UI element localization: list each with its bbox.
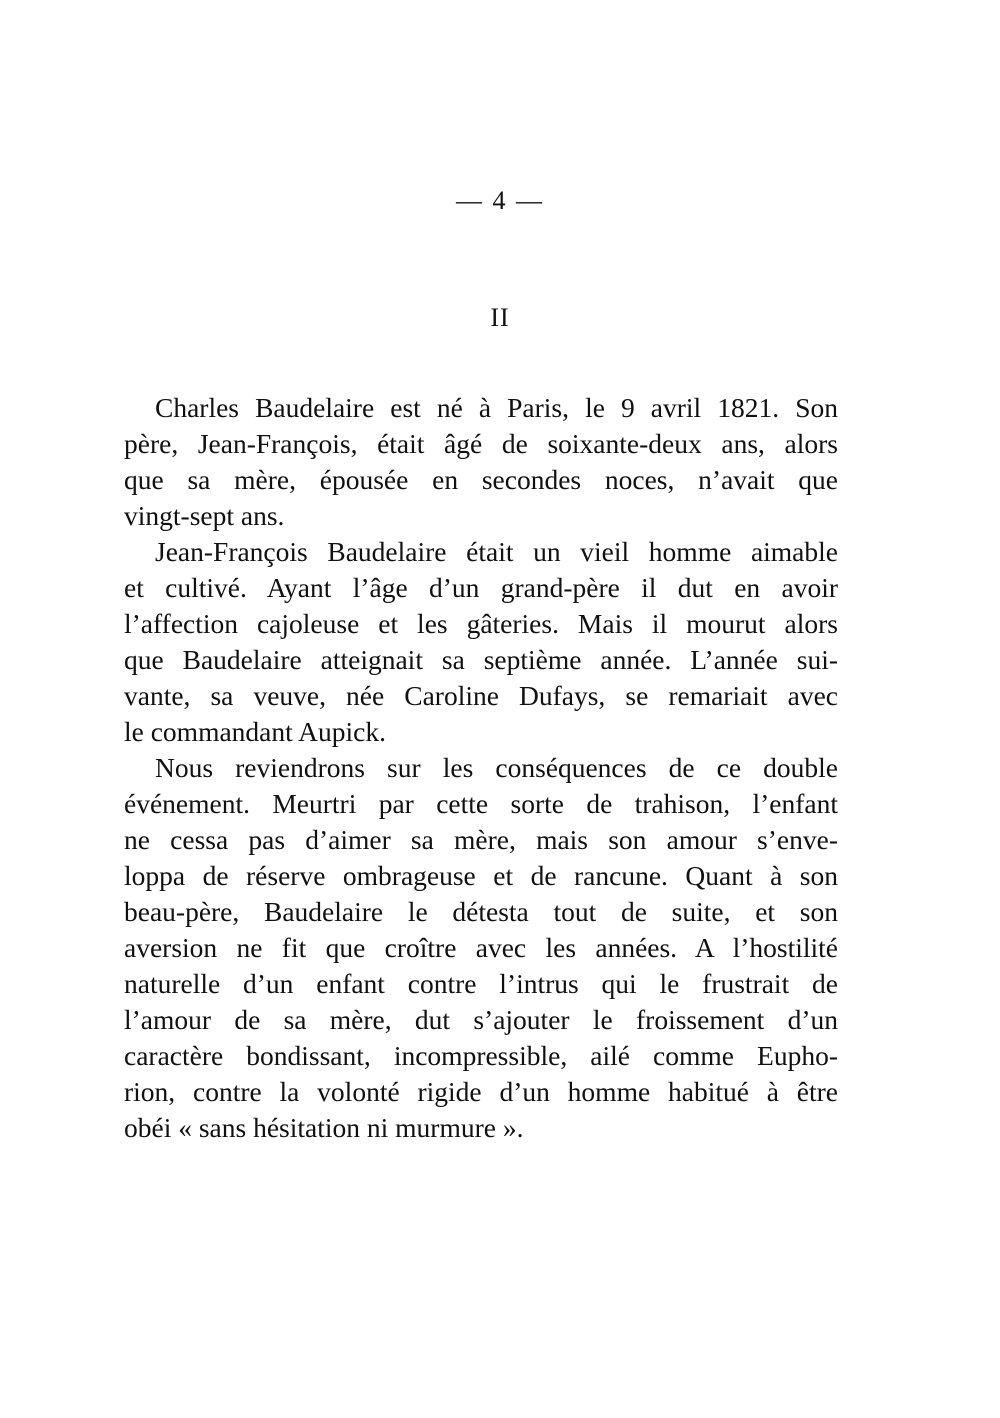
text-line: obéi « sans hésitation ni murmure ». bbox=[124, 1112, 524, 1143]
text-line: aversion ne fit que croître avec les années. A l’hostilité bbox=[124, 932, 838, 963]
body-text bbox=[124, 390, 838, 1146]
text-line: naturelle d’un enfant contre l’intrus qui le frustrait de bbox=[124, 968, 838, 999]
text-line: Nous reviendrons sur les conséquences de ce double bbox=[155, 752, 838, 783]
text-line: le commandant Aupick. bbox=[124, 716, 386, 747]
text-line: et cultivé. Ayant l’âge d’un grand-père il dut en avoir bbox=[124, 572, 838, 603]
text-line: vingt-sept ans. bbox=[124, 500, 285, 531]
text-line: que Baudelaire atteignait sa septième année. L’année sui- bbox=[124, 644, 838, 675]
text-line: loppa de réserve ombrageuse et de rancune. Quant à son bbox=[124, 860, 838, 891]
text-line: ne cessa pas d’aimer sa mère, mais son amour s’enve- bbox=[124, 824, 838, 855]
text-line: Jean-François Baudelaire était un vieil homme aimable bbox=[155, 536, 838, 567]
text-line: rion, contre la volonté rigide d’un homme habitué à être bbox=[124, 1076, 838, 1107]
text-line: l’affection cajoleuse et les gâteries. Mais il mourut alors bbox=[124, 608, 838, 639]
text-line: Charles Baudelaire est né à Paris, le 9 avril 1821. Son bbox=[155, 392, 838, 423]
text-line: caractère bondissant, incompressible, ailé comme Eupho- bbox=[124, 1040, 838, 1071]
page-number: — 4 — bbox=[456, 186, 544, 215]
text-line: père, Jean-François, était âgé de soixante-deux ans, alors bbox=[124, 428, 838, 459]
text-line: événement. Meurtri par cette sorte de trahison, l’enfant bbox=[124, 788, 838, 819]
text-line: que sa mère, épousée en secondes noces, n’avait que bbox=[124, 464, 838, 495]
text-line: beau-père, Baudelaire le détesta tout de suite, et son bbox=[124, 896, 838, 927]
text-line: vante, sa veuve, née Caroline Dufays, se remariait avec bbox=[124, 680, 838, 711]
text-line: l’amour de sa mère, dut s’ajouter le froissement d’un bbox=[124, 1004, 838, 1035]
chapter-heading: II bbox=[490, 303, 510, 332]
